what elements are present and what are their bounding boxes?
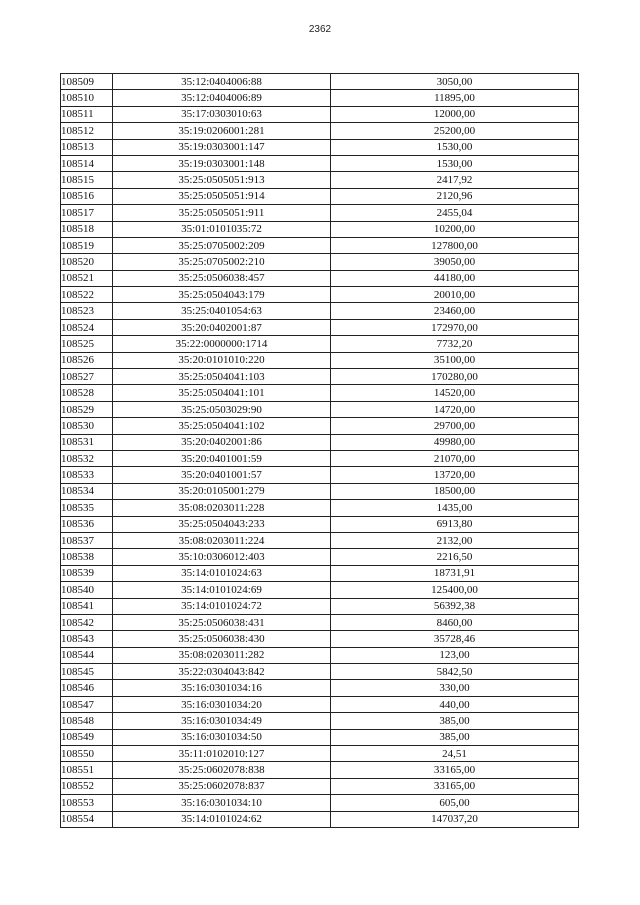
row-number-cell: 108522	[61, 287, 113, 303]
cadastral-number-cell: 35:25:0401054:63	[113, 303, 331, 319]
row-number-cell: 108527	[61, 369, 113, 385]
row-number-cell: 108552	[61, 778, 113, 794]
cadastral-value-cell: 14520,00	[331, 385, 579, 401]
row-number-cell: 108548	[61, 713, 113, 729]
table-row	[61, 549, 579, 565]
cadastral-value-cell: 33165,00	[331, 762, 579, 778]
row-number-cell: 108541	[61, 598, 113, 614]
row-number-cell: 108515	[61, 172, 113, 188]
table-row	[61, 565, 579, 581]
cadastral-number-cell: 35:25:0602078:838	[113, 762, 331, 778]
row-number-cell: 108518	[61, 221, 113, 237]
cadastral-value-cell: 6913,80	[331, 516, 579, 532]
table-row	[61, 188, 579, 204]
cadastral-number-cell: 35:10:0306012:403	[113, 549, 331, 565]
cadastral-number-cell: 35:25:0506038:431	[113, 614, 331, 630]
cadastral-value-cell: 11895,00	[331, 90, 579, 106]
cadastral-number-cell: 35:14:0101024:69	[113, 582, 331, 598]
row-number-cell: 108554	[61, 811, 113, 827]
cadastral-number-cell: 35:20:0402001:86	[113, 434, 331, 450]
cadastral-value-cell: 14720,00	[331, 401, 579, 417]
cadastral-value-table	[60, 73, 579, 828]
table-row	[61, 205, 579, 221]
table-row	[61, 319, 579, 335]
cadastral-number-cell: 35:16:0301034:50	[113, 729, 331, 745]
cadastral-value-cell: 21070,00	[331, 450, 579, 466]
row-number-cell: 108516	[61, 188, 113, 204]
cadastral-value-cell: 35728,46	[331, 631, 579, 647]
cadastral-value-cell: 123,00	[331, 647, 579, 663]
cadastral-number-cell: 35:25:0503029:90	[113, 401, 331, 417]
cadastral-number-cell: 35:08:0203011:224	[113, 532, 331, 548]
cadastral-value-cell: 18731,91	[331, 565, 579, 581]
cadastral-value-cell: 385,00	[331, 713, 579, 729]
cadastral-value-cell: 125400,00	[331, 582, 579, 598]
row-number-cell: 108542	[61, 614, 113, 630]
row-number-cell: 108547	[61, 696, 113, 712]
cadastral-value-cell: 147037,20	[331, 811, 579, 827]
row-number-cell: 108536	[61, 516, 113, 532]
cadastral-value-cell: 49980,00	[331, 434, 579, 450]
cadastral-number-cell: 35:20:0402001:87	[113, 319, 331, 335]
cadastral-number-cell: 35:25:0505051:913	[113, 172, 331, 188]
row-number-cell: 108512	[61, 123, 113, 139]
row-number-cell: 108514	[61, 155, 113, 171]
table-row	[61, 172, 579, 188]
row-number-cell: 108537	[61, 532, 113, 548]
table-row	[61, 729, 579, 745]
row-number-cell: 108526	[61, 352, 113, 368]
row-number-cell: 108549	[61, 729, 113, 745]
cadastral-value-cell: 170280,00	[331, 369, 579, 385]
row-number-cell: 108546	[61, 680, 113, 696]
cadastral-number-cell: 35:16:0301034:49	[113, 713, 331, 729]
row-number-cell: 108531	[61, 434, 113, 450]
cadastral-value-cell: 20010,00	[331, 287, 579, 303]
cadastral-value-cell: 385,00	[331, 729, 579, 745]
cadastral-value-cell: 24,51	[331, 746, 579, 762]
table-row	[61, 500, 579, 516]
cadastral-value-cell: 44180,00	[331, 270, 579, 286]
cadastral-number-cell: 35:25:0602078:837	[113, 778, 331, 794]
cadastral-number-cell: 35:19:0303001:148	[113, 155, 331, 171]
row-number-cell: 108511	[61, 106, 113, 122]
row-number-cell: 108509	[61, 74, 113, 90]
cadastral-number-cell: 35:25:0505051:914	[113, 188, 331, 204]
cadastral-value-cell: 440,00	[331, 696, 579, 712]
row-number-cell: 108553	[61, 795, 113, 811]
cadastral-number-cell: 35:25:0506038:457	[113, 270, 331, 286]
table-row	[61, 680, 579, 696]
cadastral-number-cell: 35:25:0705002:209	[113, 237, 331, 253]
row-number-cell: 108521	[61, 270, 113, 286]
row-number-cell: 108539	[61, 565, 113, 581]
cadastral-number-cell: 35:20:0401001:57	[113, 467, 331, 483]
cadastral-value-cell: 127800,00	[331, 237, 579, 253]
cadastral-value-cell: 5842,50	[331, 664, 579, 680]
row-number-cell: 108513	[61, 139, 113, 155]
cadastral-value-cell: 1435,00	[331, 500, 579, 516]
table-row	[61, 401, 579, 417]
cadastral-number-cell: 35:12:0404006:89	[113, 90, 331, 106]
row-number-cell: 108550	[61, 746, 113, 762]
cadastral-value-cell: 605,00	[331, 795, 579, 811]
table-row	[61, 90, 579, 106]
table-row	[61, 352, 579, 368]
row-number-cell: 108544	[61, 647, 113, 663]
cadastral-number-cell: 35:25:0504041:103	[113, 369, 331, 385]
cadastral-number-cell: 35:17:0303010:63	[113, 106, 331, 122]
cadastral-number-cell: 35:25:0504041:101	[113, 385, 331, 401]
cadastral-number-cell: 35:12:0404006:88	[113, 74, 331, 90]
cadastral-number-cell: 35:08:0203011:228	[113, 500, 331, 516]
row-number-cell: 108528	[61, 385, 113, 401]
cadastral-number-cell: 35:19:0206001:281	[113, 123, 331, 139]
cadastral-number-cell: 35:01:0101035:72	[113, 221, 331, 237]
row-number-cell: 108540	[61, 582, 113, 598]
cadastral-value-cell: 2132,00	[331, 532, 579, 548]
row-number-cell: 108551	[61, 762, 113, 778]
cadastral-number-cell: 35:22:0304043:842	[113, 664, 331, 680]
table-row	[61, 811, 579, 827]
cadastral-value-cell: 2216,50	[331, 549, 579, 565]
cadastral-number-cell: 35:20:0401001:59	[113, 450, 331, 466]
row-number-cell: 108545	[61, 664, 113, 680]
cadastral-value-cell: 1530,00	[331, 155, 579, 171]
cadastral-number-cell: 35:16:0301034:10	[113, 795, 331, 811]
table-row	[61, 287, 579, 303]
row-number-cell: 108519	[61, 237, 113, 253]
table-row	[61, 762, 579, 778]
cadastral-value-cell: 33165,00	[331, 778, 579, 794]
cadastral-number-cell: 35:14:0101024:62	[113, 811, 331, 827]
row-number-cell: 108538	[61, 549, 113, 565]
cadastral-number-cell: 35:16:0301034:16	[113, 680, 331, 696]
cadastral-value-cell: 39050,00	[331, 254, 579, 270]
table-row	[61, 795, 579, 811]
cadastral-number-cell: 35:25:0506038:430	[113, 631, 331, 647]
row-number-cell: 108529	[61, 401, 113, 417]
table-row	[61, 664, 579, 680]
table-row	[61, 467, 579, 483]
table-row	[61, 713, 579, 729]
cadastral-value-cell: 2120,96	[331, 188, 579, 204]
cadastral-number-cell: 35:20:0101010:220	[113, 352, 331, 368]
page-number: 2362	[308, 24, 332, 35]
cadastral-value-cell: 7732,20	[331, 336, 579, 352]
table-row	[61, 237, 579, 253]
table-row	[61, 418, 579, 434]
row-number-cell: 108524	[61, 319, 113, 335]
cadastral-number-cell: 35:11:0102010:127	[113, 746, 331, 762]
table-row	[61, 74, 579, 90]
cadastral-value-cell: 56392,38	[331, 598, 579, 614]
cadastral-number-cell: 35:25:0705002:210	[113, 254, 331, 270]
table-row	[61, 516, 579, 532]
table-row	[61, 746, 579, 762]
cadastral-value-cell: 23460,00	[331, 303, 579, 319]
cadastral-value-cell: 12000,00	[331, 106, 579, 122]
row-number-cell: 108534	[61, 483, 113, 499]
cadastral-value-cell: 35100,00	[331, 352, 579, 368]
cadastral-value-cell: 2417,92	[331, 172, 579, 188]
table-row	[61, 155, 579, 171]
table-row	[61, 106, 579, 122]
cadastral-number-cell: 35:16:0301034:20	[113, 696, 331, 712]
cadastral-number-cell: 35:25:0505051:911	[113, 205, 331, 221]
table-row	[61, 647, 579, 663]
cadastral-value-cell: 330,00	[331, 680, 579, 696]
table-row	[61, 483, 579, 499]
table-row	[61, 778, 579, 794]
cadastral-number-cell: 35:25:0504043:179	[113, 287, 331, 303]
cadastral-number-cell: 35:25:0504043:233	[113, 516, 331, 532]
cadastral-value-cell: 1530,00	[331, 139, 579, 155]
cadastral-value-cell: 2455,04	[331, 205, 579, 221]
row-number-cell: 108520	[61, 254, 113, 270]
table-row	[61, 614, 579, 630]
table-row	[61, 582, 579, 598]
table-row	[61, 696, 579, 712]
table-row	[61, 336, 579, 352]
table-row	[61, 254, 579, 270]
cadastral-value-cell: 18500,00	[331, 483, 579, 499]
table-row	[61, 270, 579, 286]
cadastral-value-cell: 10200,00	[331, 221, 579, 237]
table-row	[61, 303, 579, 319]
cadastral-value-cell: 25200,00	[331, 123, 579, 139]
table-row	[61, 434, 579, 450]
cadastral-value-cell: 13720,00	[331, 467, 579, 483]
cadastral-number-cell: 35:14:0101024:63	[113, 565, 331, 581]
table-body	[61, 74, 579, 828]
row-number-cell: 108525	[61, 336, 113, 352]
cadastral-number-cell: 35:22:0000000:1714	[113, 336, 331, 352]
table-row	[61, 139, 579, 155]
table-row	[61, 385, 579, 401]
cadastral-number-cell: 35:20:0105001:279	[113, 483, 331, 499]
table-row	[61, 631, 579, 647]
table-row	[61, 450, 579, 466]
table-row	[61, 532, 579, 548]
row-number-cell: 108543	[61, 631, 113, 647]
row-number-cell: 108535	[61, 500, 113, 516]
row-number-cell: 108532	[61, 450, 113, 466]
row-number-cell: 108533	[61, 467, 113, 483]
row-number-cell: 108517	[61, 205, 113, 221]
cadastral-value-cell: 29700,00	[331, 418, 579, 434]
cadastral-value-cell: 172970,00	[331, 319, 579, 335]
row-number-cell: 108510	[61, 90, 113, 106]
cadastral-number-cell: 35:19:0303001:147	[113, 139, 331, 155]
table-row	[61, 369, 579, 385]
table-row	[61, 598, 579, 614]
cadastral-number-cell: 35:14:0101024:72	[113, 598, 331, 614]
cadastral-number-cell: 35:08:0203011:282	[113, 647, 331, 663]
table-row	[61, 221, 579, 237]
cadastral-number-cell: 35:25:0504041:102	[113, 418, 331, 434]
row-number-cell: 108530	[61, 418, 113, 434]
cadastral-value-cell: 8460,00	[331, 614, 579, 630]
table-row	[61, 123, 579, 139]
row-number-cell: 108523	[61, 303, 113, 319]
cadastral-value-cell: 3050,00	[331, 74, 579, 90]
